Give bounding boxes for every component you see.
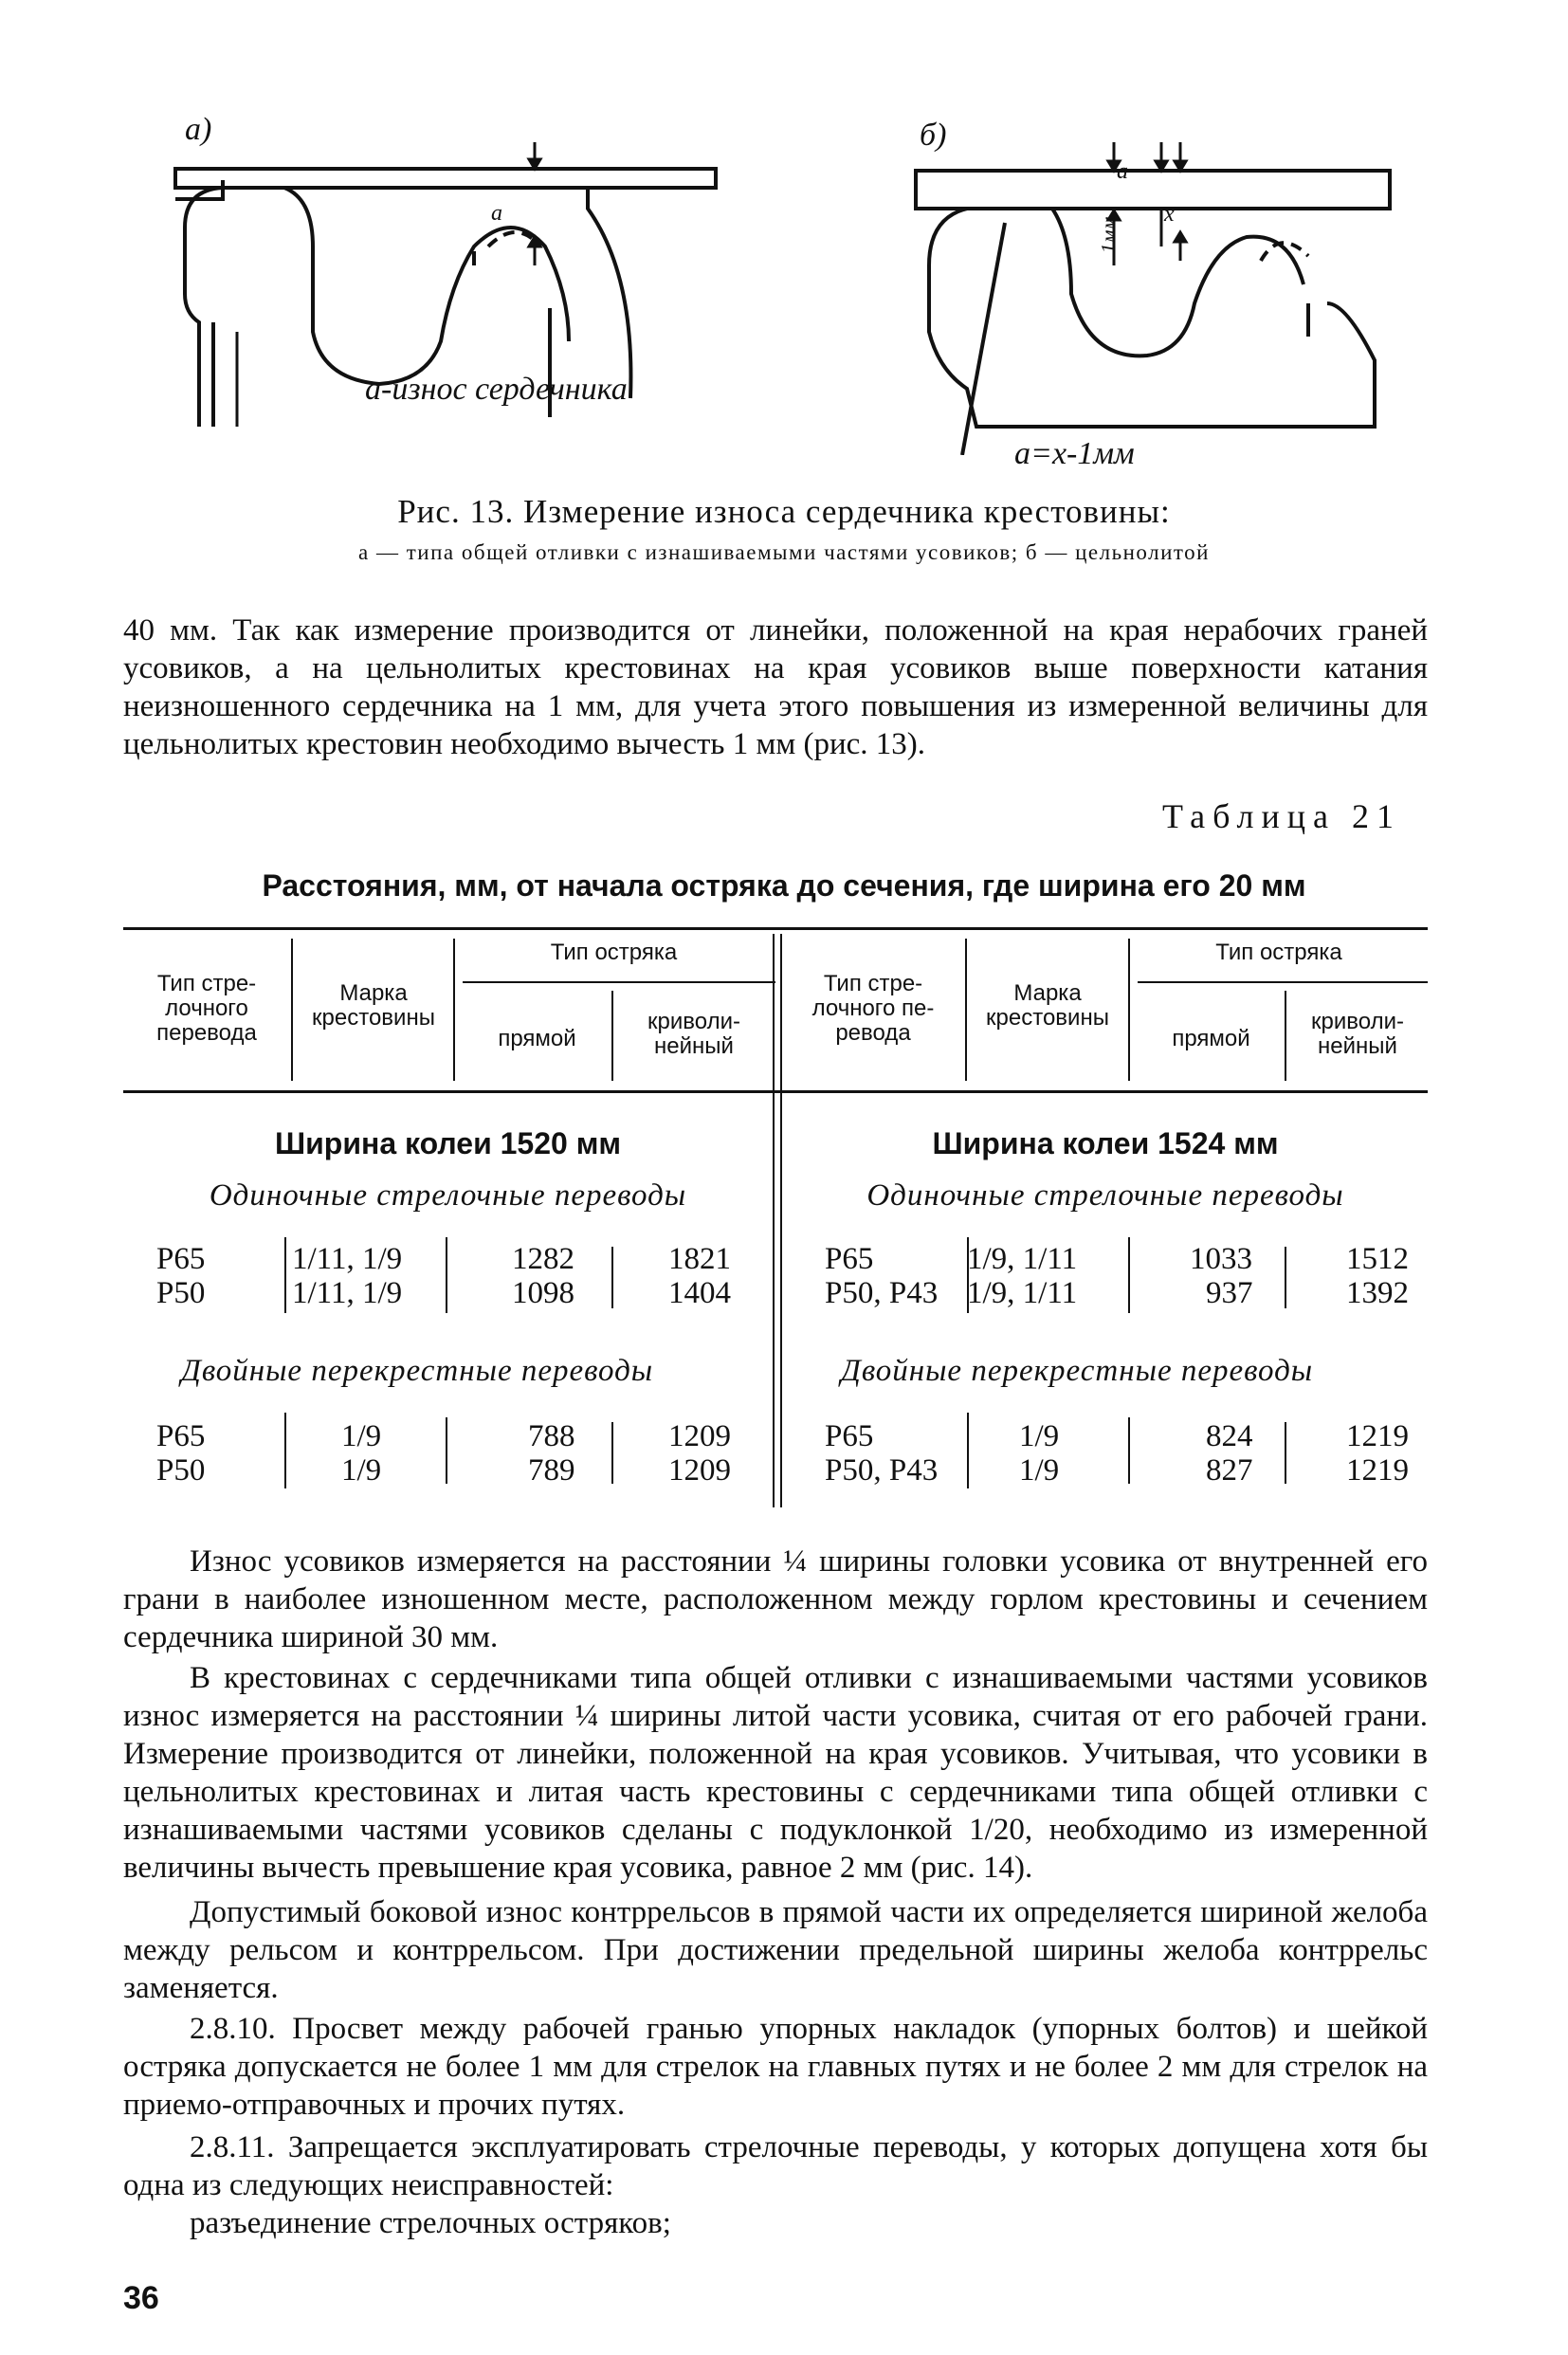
left-single-type-1: Р50 [156,1276,206,1310]
left-double-straight-1: 789 [528,1453,575,1488]
header-type-left: Тип стре- лочного перевода [156,971,257,1046]
left-double-title: Двойные перекрестные переводы [180,1354,654,1388]
figure-subcaption: а — типа общей отливки с изнашиваемыми частями усовиков; б — цельнолитой [358,540,1210,564]
left-single-straight-0: 1282 [512,1242,574,1276]
figure-b-dim-1mm: 1мм [1096,216,1121,254]
right-double-mark-0: 1/9 [1019,1419,1060,1453]
left-single-mark-1: 1/11, 1/9 [292,1276,403,1310]
paragraph-5: 2.8.11. Запрещается эксплуатировать стрелочные переводы, у которых допущена хотя бы одна из следующих неисправностей: [123,2130,1428,2202]
figure-b-label: б) [920,118,947,153]
paragraph-4: 2.8.10. Просвет между рабочей гранью упорных накладок (упорных болтов) и шейкой остряка допускается не более 1 мм для стрелок на главных путях и не более 2 мм для стрелок на приемо-отправочных и прочих путях. [123,2012,1428,2122]
header-curved-left: криволи- нейный [647,1009,740,1059]
left-single-title: Одиночные стрелочные переводы [209,1178,687,1213]
left-single-straight-1: 1098 [512,1276,574,1310]
right-double-type-0: Р65 [825,1419,874,1453]
left-single-curved-0: 1821 [668,1242,731,1276]
paragraph-6: разъединение стрелочных остряков; [190,2206,671,2240]
figure-b-dim-a: а [1117,159,1128,184]
right-double-mark-1: 1/9 [1019,1453,1060,1488]
header-mark-left: Марка крестовины [312,980,435,1031]
intro-paragraph [123,612,1428,763]
table-label: Таблица 21 [1162,797,1401,835]
table-title: Расстояния, мм, от начала остряка до сечения, где ширина его 20 мм [262,868,1306,903]
header-curved-right: криволи- нейный [1311,1009,1404,1059]
left-double-mark-0: 1/9 [341,1419,382,1453]
paragraph-2: В крестовинах с сердечниками типа общей отливки с изнашиваемыми частями усовиков износ измеряется на расстоянии ¼ ширины литой части усовика, считая от его рабочей грани. Измерение производится от линейки, положенной на края усовиков. Учитывая, что усовики в цельнолитых крестовинах и литая часть крестовины с сердечниками типа общей отливки с изнашиваемыми частями усовиков сделаны с подуклонкой 1/20, необходимо из измеренной величины вычесть превышение края усовика, равное 2 мм (рис. 14). [123,1661,1428,1885]
left-single-curved-1: 1404 [668,1276,731,1310]
left-single-mark-0: 1/11, 1/9 [292,1242,403,1276]
figure-b-note: а=х-1мм [1014,436,1135,471]
right-single-mark-0: 1/9, 1/11 [967,1242,1078,1276]
right-single-curved-1: 1392 [1346,1276,1409,1310]
right-double-straight-1: 827 [1206,1453,1253,1488]
figure-b-dim-x: х [1164,202,1175,227]
left-single-type-0: Р65 [156,1242,206,1276]
left-double-type-1: Р50 [156,1453,206,1488]
intro-paragraph-text: 40 мм. Так как измерение производится от линейки, положенной на края нерабочих граней усовиков, а на цельнолитых крестовинах на края усовиков выше поверхности катания неизношенного сердечника на 1 мм, для учета этого повышения из измеренной величины для цельнолитых крестовин необходимо вычесть 1 мм (рис. 13). [123,613,1428,761]
paragraph-3: Допустимый боковой износ контррельсов в прямой части их определяется шириной желоба между рельсом и контррельсом. При достижении предельной ширины желоба контррельс заменяется. [123,1895,1428,2005]
right-single-title: Одиночные стрелочные переводы [866,1178,1344,1213]
right-double-title: Двойные перекрестные переводы [840,1354,1314,1388]
right-double-curved-0: 1219 [1346,1419,1409,1453]
header-mark-right: Марка крестовины [986,980,1109,1031]
left-double-mark-1: 1/9 [341,1453,382,1488]
right-single-straight-1: 937 [1206,1276,1253,1310]
right-single-straight-0: 1033 [1190,1242,1252,1276]
figure-b-drawing [910,142,1403,455]
header-type-right: Тип стре- лочного пе- ревода [811,971,935,1046]
left-double-type-0: Р65 [156,1419,206,1453]
right-single-type-0: Р65 [825,1242,874,1276]
right-double-straight-0: 824 [1206,1419,1253,1453]
right-single-curved-0: 1512 [1346,1242,1409,1276]
gauge-1524-heading: Ширина колеи 1524 мм [932,1126,1279,1160]
header-straight-right: прямой [1172,1026,1250,1051]
figure-caption: Рис. 13. Измерение износа сердечника крестовины: [397,493,1171,530]
figure-a-dim-a: а [491,201,502,226]
page-number: 36 [123,2280,159,2316]
right-double-type-1: Р50, Р43 [825,1453,939,1488]
right-single-type-1: Р50, Р43 [825,1276,939,1310]
right-double-curved-1: 1219 [1346,1453,1409,1488]
right-single-mark-1: 1/9, 1/11 [967,1276,1078,1310]
header-straight-left: прямой [498,1026,576,1051]
header-switch-type-right: Тип остряка [1215,940,1342,965]
left-double-curved-0: 1209 [668,1419,731,1453]
header-switch-type-left: Тип остряка [550,940,678,965]
left-double-curved-1: 1209 [668,1453,731,1488]
figure-a-note: а-износ сердечника [365,372,628,407]
paragraph-1: Износ усовиков измеряется на расстоянии ¼ ширины головки усовика от внутренней его грани в наиболее изношенном месте, расположенном между горлом крестовины и сечением сердечника шириной 30 мм. [123,1544,1428,1654]
gauge-1520-heading: Ширина колеи 1520 мм [274,1126,622,1160]
left-double-straight-0: 788 [528,1419,575,1453]
figure-a-label: a) [185,112,212,147]
